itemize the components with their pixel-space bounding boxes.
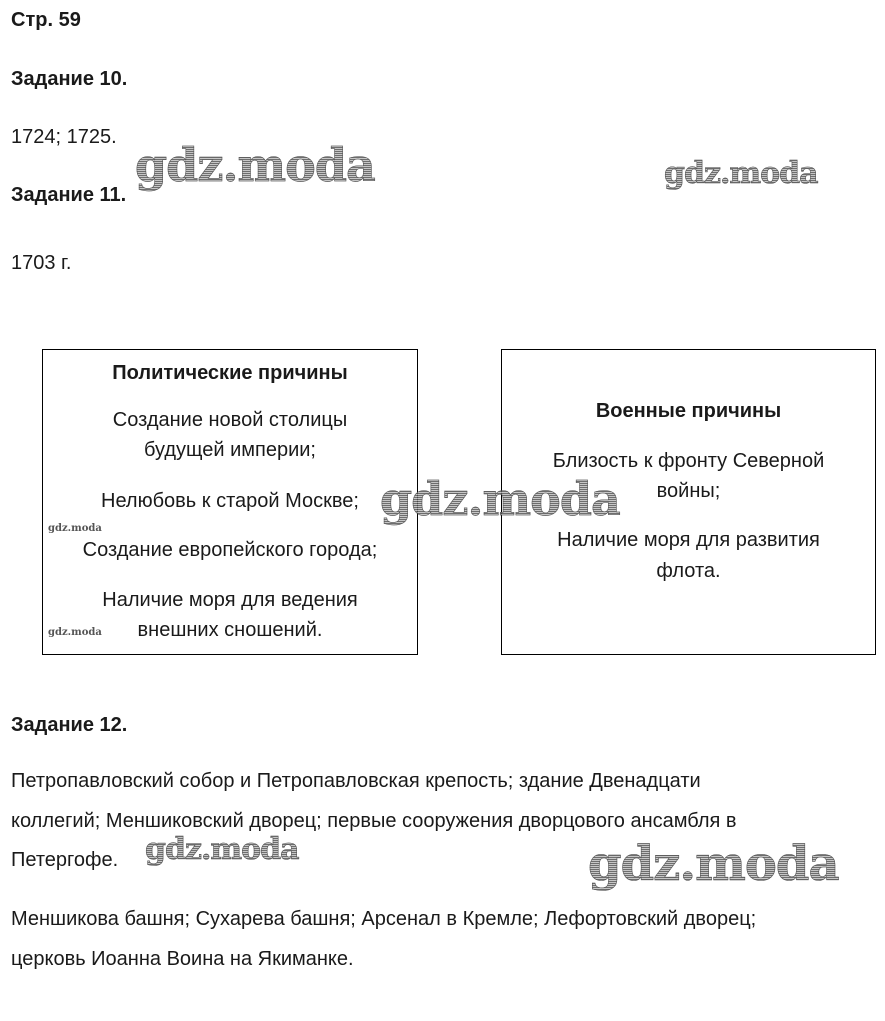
political-reason-line: будущей империи; bbox=[143, 439, 316, 461]
task-12-text-line: Меншикова башня; Сухарева башня; Арсенал в Кремле; Лефортовский дворец; bbox=[11, 908, 757, 930]
page-label: Стр. 59 bbox=[11, 9, 81, 31]
political-reasons-box bbox=[42, 349, 418, 655]
task-12-text-line: коллегий; Меншиковский дворец; первые сооружения дворцового ансамбля в bbox=[11, 810, 737, 832]
watermark-logo-small: gdz.moda bbox=[48, 523, 102, 534]
watermark-logo: gdz.moda bbox=[145, 832, 299, 867]
watermark-logo: gdz.moda bbox=[380, 472, 620, 526]
task-11-title: Задание 11. bbox=[11, 184, 127, 206]
watermark-logo-small: gdz.moda bbox=[48, 627, 102, 638]
task-12-title: Задание 12. bbox=[11, 714, 128, 736]
military-reasons-title: Военные причины bbox=[595, 400, 782, 422]
military-reason-line: войны; bbox=[656, 480, 721, 502]
military-reason-line: Наличие моря для развития bbox=[557, 529, 820, 551]
political-reason-line: внешних сношений. bbox=[137, 619, 323, 641]
military-reason-line: Близость к фронту Северной bbox=[552, 450, 825, 472]
watermark-logo: gdz.moda bbox=[135, 138, 375, 192]
watermark-logo: gdz.moda bbox=[588, 836, 839, 892]
political-reason-line: Нелюбовь к старой Москве; bbox=[101, 490, 359, 512]
task-12-text-line: Петропавловский собор и Петропавловская крепость; здание Двенадцати bbox=[11, 770, 701, 792]
political-reason-line: Создание европейского города; bbox=[82, 539, 378, 561]
task-12-text-line: Петергофе. bbox=[11, 849, 119, 871]
task-10-title: Задание 10. bbox=[11, 68, 128, 90]
watermark-logo: gdz.moda bbox=[664, 156, 818, 191]
political-reasons-title: Политические причины bbox=[112, 362, 348, 384]
military-reason-line: флота. bbox=[656, 560, 721, 582]
task-11-answer: 1703 г. bbox=[11, 252, 72, 274]
political-reason-line: Наличие моря для ведения bbox=[102, 589, 358, 611]
political-reason-line: Создание новой столицы bbox=[112, 409, 348, 431]
military-reasons-box bbox=[501, 349, 876, 655]
task-12-text-line: церковь Иоанна Воина на Якиманке. bbox=[11, 948, 354, 970]
task-10-answer: 1724; 1725. bbox=[11, 126, 117, 148]
